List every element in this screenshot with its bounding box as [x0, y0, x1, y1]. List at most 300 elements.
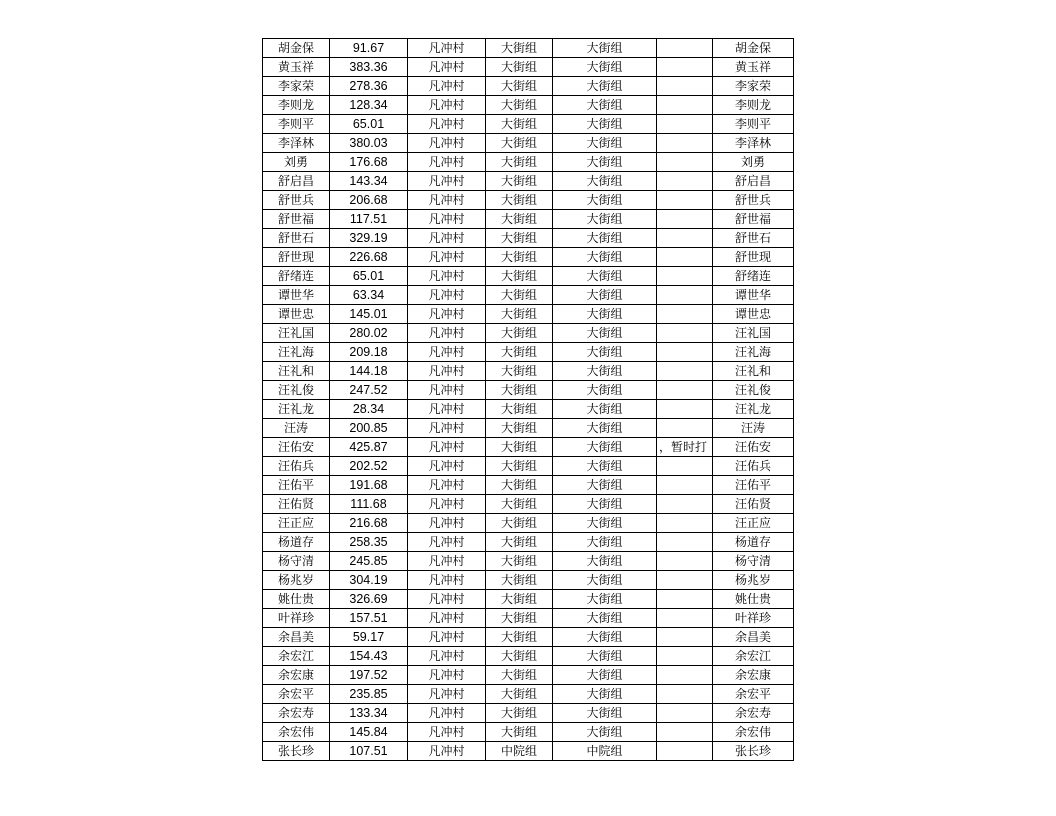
group-cell-2[interactable]: 大街组	[553, 685, 657, 704]
village-cell[interactable]: 凡冲村	[408, 96, 486, 115]
payee-cell[interactable]: 汪佑安	[713, 438, 794, 457]
group-cell-2[interactable]: 大街组	[553, 77, 657, 96]
data-table	[262, 38, 794, 761]
note-cell[interactable]	[657, 77, 713, 96]
area-cell[interactable]: 202.52	[330, 457, 408, 476]
village-cell[interactable]: 凡冲村	[408, 419, 486, 438]
name-cell[interactable]: 汪佑平	[263, 476, 330, 495]
village-cell[interactable]: 凡冲村	[408, 647, 486, 666]
group-cell[interactable]: 大街组	[486, 305, 553, 324]
payee-cell[interactable]: 余宏寿	[713, 704, 794, 723]
area-cell[interactable]: 145.01	[330, 305, 408, 324]
group-cell-2[interactable]: 大街组	[553, 286, 657, 305]
group-cell-2[interactable]: 大街组	[553, 647, 657, 666]
group-cell-2[interactable]: 大街组	[553, 39, 657, 58]
table-row	[263, 248, 794, 267]
group-cell-2[interactable]: 大街组	[553, 191, 657, 210]
group-cell-2[interactable]: 大街组	[553, 343, 657, 362]
group-cell[interactable]: 大街组	[486, 628, 553, 647]
note-cell[interactable]	[657, 267, 713, 286]
table-row	[263, 609, 794, 628]
group-cell[interactable]: 大街组	[486, 533, 553, 552]
village-cell[interactable]: 凡冲村	[408, 229, 486, 248]
group-cell[interactable]: 大街组	[486, 685, 553, 704]
payee-cell[interactable]: 舒世福	[713, 210, 794, 229]
group-cell-2[interactable]: 大街组	[553, 533, 657, 552]
name-cell[interactable]: 李泽林	[263, 134, 330, 153]
name-cell[interactable]: 杨兆岁	[263, 571, 330, 590]
group-cell[interactable]: 大街组	[486, 134, 553, 153]
group-cell[interactable]: 大街组	[486, 609, 553, 628]
note-cell[interactable]	[657, 533, 713, 552]
table-row	[263, 191, 794, 210]
group-cell-2[interactable]: 大街组	[553, 115, 657, 134]
table-row	[263, 647, 794, 666]
group-cell[interactable]: 大街组	[486, 153, 553, 172]
group-cell[interactable]: 大街组	[486, 115, 553, 134]
village-cell[interactable]: 凡冲村	[408, 362, 486, 381]
name-cell[interactable]: 汪礼国	[263, 324, 330, 343]
payee-cell[interactable]: 胡金保	[713, 39, 794, 58]
group-cell[interactable]: 大街组	[486, 267, 553, 286]
note-cell[interactable]	[657, 248, 713, 267]
village-cell[interactable]: 凡冲村	[408, 666, 486, 685]
name-cell[interactable]: 余昌美	[263, 628, 330, 647]
payee-cell[interactable]: 汪礼海	[713, 343, 794, 362]
payee-cell[interactable]: 汪礼和	[713, 362, 794, 381]
group-cell[interactable]: 大街组	[486, 286, 553, 305]
group-cell[interactable]: 大街组	[486, 362, 553, 381]
group-cell-2[interactable]: 大街组	[553, 552, 657, 571]
note-cell[interactable]	[657, 96, 713, 115]
name-cell[interactable]: 李家荣	[263, 77, 330, 96]
note-cell[interactable]	[657, 305, 713, 324]
note-cell[interactable]	[657, 58, 713, 77]
name-cell[interactable]: 谭世忠	[263, 305, 330, 324]
payee-cell[interactable]: 余宏伟	[713, 723, 794, 742]
note-cell[interactable]	[657, 571, 713, 590]
village-cell[interactable]: 凡冲村	[408, 571, 486, 590]
table-row	[263, 39, 794, 58]
village-cell[interactable]: 凡冲村	[408, 286, 486, 305]
table-row	[263, 571, 794, 590]
area-cell[interactable]: 383.36	[330, 58, 408, 77]
group-cell-2[interactable]: 大街组	[553, 381, 657, 400]
village-cell[interactable]: 凡冲村	[408, 476, 486, 495]
area-cell[interactable]: 154.43	[330, 647, 408, 666]
group-cell[interactable]: 大街组	[486, 495, 553, 514]
table-row	[263, 419, 794, 438]
payee-cell[interactable]: 李泽林	[713, 134, 794, 153]
group-cell[interactable]: 大街组	[486, 324, 553, 343]
group-cell-2[interactable]: 大街组	[553, 134, 657, 153]
village-cell[interactable]: 凡冲村	[408, 704, 486, 723]
note-cell[interactable]	[657, 514, 713, 533]
name-cell[interactable]: 胡金保	[263, 39, 330, 58]
village-cell[interactable]: 凡冲村	[408, 58, 486, 77]
area-cell[interactable]: 235.85	[330, 685, 408, 704]
note-cell[interactable]	[657, 704, 713, 723]
village-cell[interactable]: 凡冲村	[408, 305, 486, 324]
payee-cell[interactable]: 刘勇	[713, 153, 794, 172]
area-cell[interactable]: 117.51	[330, 210, 408, 229]
group-cell[interactable]: 中院组	[486, 742, 553, 761]
table-row	[263, 362, 794, 381]
table-row	[263, 704, 794, 723]
area-cell[interactable]: 145.84	[330, 723, 408, 742]
group-cell[interactable]: 大街组	[486, 96, 553, 115]
group-cell[interactable]: 大街组	[486, 343, 553, 362]
group-cell[interactable]: 大街组	[486, 39, 553, 58]
area-cell[interactable]: 280.02	[330, 324, 408, 343]
name-cell[interactable]: 汪正应	[263, 514, 330, 533]
table-row	[263, 381, 794, 400]
note-cell[interactable]	[657, 609, 713, 628]
table-row	[263, 134, 794, 153]
area-cell[interactable]: 59.17	[330, 628, 408, 647]
table-row	[263, 685, 794, 704]
area-cell[interactable]: 206.68	[330, 191, 408, 210]
table-row	[263, 210, 794, 229]
spreadsheet-page	[262, 38, 794, 761]
table-body	[263, 39, 794, 761]
name-cell[interactable]: 汪礼海	[263, 343, 330, 362]
payee-cell[interactable]: 谭世忠	[713, 305, 794, 324]
payee-cell[interactable]: 汪佑贤	[713, 495, 794, 514]
area-cell[interactable]: 425.87	[330, 438, 408, 457]
name-cell[interactable]: 余宏江	[263, 647, 330, 666]
village-cell[interactable]: 凡冲村	[408, 495, 486, 514]
name-cell[interactable]: 汪佑安	[263, 438, 330, 457]
note-cell[interactable]	[657, 723, 713, 742]
table-row	[263, 58, 794, 77]
village-cell[interactable]: 凡冲村	[408, 457, 486, 476]
group-cell-2[interactable]: 大街组	[553, 495, 657, 514]
name-cell[interactable]: 余宏寿	[263, 704, 330, 723]
note-cell[interactable]	[657, 115, 713, 134]
note-cell[interactable]	[657, 457, 713, 476]
group-cell-2[interactable]: 大街组	[553, 210, 657, 229]
table-row	[263, 552, 794, 571]
note-cell[interactable]	[657, 666, 713, 685]
group-cell-2[interactable]: 大街组	[553, 609, 657, 628]
payee-cell[interactable]: 舒世兵	[713, 191, 794, 210]
village-cell[interactable]: 凡冲村	[408, 723, 486, 742]
group-cell-2[interactable]: 大街组	[553, 438, 657, 457]
area-cell[interactable]: 107.51	[330, 742, 408, 761]
note-cell[interactable]	[657, 476, 713, 495]
village-cell[interactable]: 凡冲村	[408, 210, 486, 229]
table-row	[263, 457, 794, 476]
table-row	[263, 666, 794, 685]
group-cell[interactable]: 大街组	[486, 571, 553, 590]
table-row	[263, 153, 794, 172]
note-cell[interactable]	[657, 39, 713, 58]
group-cell[interactable]: 大街组	[486, 58, 553, 77]
payee-cell[interactable]: 张长珍	[713, 742, 794, 761]
payee-cell[interactable]: 姚仕贵	[713, 590, 794, 609]
group-cell-2[interactable]: 大街组	[553, 248, 657, 267]
name-cell[interactable]: 舒世福	[263, 210, 330, 229]
group-cell-2[interactable]: 大街组	[553, 476, 657, 495]
name-cell[interactable]: 舒世兵	[263, 191, 330, 210]
area-cell[interactable]: 65.01	[330, 115, 408, 134]
name-cell[interactable]: 杨守清	[263, 552, 330, 571]
name-cell[interactable]: 汪涛	[263, 419, 330, 438]
area-cell[interactable]: 111.68	[330, 495, 408, 514]
note-cell[interactable]	[657, 134, 713, 153]
area-cell[interactable]: 329.19	[330, 229, 408, 248]
payee-cell[interactable]: 汪礼俊	[713, 381, 794, 400]
village-cell[interactable]: 凡冲村	[408, 590, 486, 609]
area-cell[interactable]: 63.34	[330, 286, 408, 305]
area-cell[interactable]: 278.36	[330, 77, 408, 96]
table-row	[263, 742, 794, 761]
payee-cell[interactable]: 汪正应	[713, 514, 794, 533]
group-cell[interactable]: 大街组	[486, 666, 553, 685]
area-cell[interactable]: 143.34	[330, 172, 408, 191]
table-row	[263, 514, 794, 533]
name-cell[interactable]: 余宏伟	[263, 723, 330, 742]
name-cell[interactable]: 余宏平	[263, 685, 330, 704]
note-cell[interactable]	[657, 362, 713, 381]
note-cell[interactable]	[657, 324, 713, 343]
group-cell-2[interactable]: 大街组	[553, 362, 657, 381]
group-cell[interactable]: 大街组	[486, 210, 553, 229]
village-cell[interactable]: 凡冲村	[408, 685, 486, 704]
payee-cell[interactable]: 黄玉祥	[713, 58, 794, 77]
name-cell[interactable]: 舒世石	[263, 229, 330, 248]
village-cell[interactable]: 凡冲村	[408, 134, 486, 153]
payee-cell[interactable]: 舒绪连	[713, 267, 794, 286]
area-cell[interactable]: 191.68	[330, 476, 408, 495]
note-cell[interactable]	[657, 210, 713, 229]
payee-cell[interactable]: 汪佑兵	[713, 457, 794, 476]
group-cell[interactable]: 大街组	[486, 590, 553, 609]
group-cell[interactable]: 大街组	[486, 704, 553, 723]
group-cell-2[interactable]: 大街组	[553, 666, 657, 685]
name-cell[interactable]: 姚仕贵	[263, 590, 330, 609]
name-cell[interactable]: 刘勇	[263, 153, 330, 172]
group-cell-2[interactable]: 大街组	[553, 324, 657, 343]
name-cell[interactable]: 汪佑贤	[263, 495, 330, 514]
table-row	[263, 115, 794, 134]
table-row	[263, 267, 794, 286]
village-cell[interactable]: 凡冲村	[408, 172, 486, 191]
group-cell[interactable]: 大街组	[486, 552, 553, 571]
payee-cell[interactable]: 余昌美	[713, 628, 794, 647]
name-cell[interactable]: 余宏康	[263, 666, 330, 685]
group-cell[interactable]: 大街组	[486, 172, 553, 191]
name-cell[interactable]: 汪礼和	[263, 362, 330, 381]
group-cell-2[interactable]: 大街组	[553, 590, 657, 609]
village-cell[interactable]: 凡冲村	[408, 39, 486, 58]
table-row	[263, 723, 794, 742]
table-row	[263, 324, 794, 343]
name-cell[interactable]: 汪佑兵	[263, 457, 330, 476]
area-cell[interactable]: 157.51	[330, 609, 408, 628]
payee-cell[interactable]: 余宏江	[713, 647, 794, 666]
area-cell[interactable]: 197.52	[330, 666, 408, 685]
area-cell[interactable]: 91.67	[330, 39, 408, 58]
note-cell[interactable]	[657, 552, 713, 571]
payee-cell[interactable]: 余宏平	[713, 685, 794, 704]
note-cell[interactable]	[657, 590, 713, 609]
group-cell-2[interactable]: 大街组	[553, 704, 657, 723]
name-cell[interactable]: 汪礼龙	[263, 400, 330, 419]
payee-cell[interactable]: 杨道存	[713, 533, 794, 552]
group-cell[interactable]: 大街组	[486, 647, 553, 666]
note-cell[interactable]	[657, 685, 713, 704]
note-cell[interactable]	[657, 400, 713, 419]
group-cell-2[interactable]: 大街组	[553, 457, 657, 476]
note-cell[interactable]	[657, 172, 713, 191]
group-cell-2[interactable]: 大街组	[553, 96, 657, 115]
village-cell[interactable]: 凡冲村	[408, 438, 486, 457]
payee-cell[interactable]: 汪礼国	[713, 324, 794, 343]
village-cell[interactable]: 凡冲村	[408, 343, 486, 362]
payee-cell[interactable]: 汪涛	[713, 419, 794, 438]
group-cell[interactable]: 大街组	[486, 476, 553, 495]
village-cell[interactable]: 凡冲村	[408, 267, 486, 286]
name-cell[interactable]: 黄玉祥	[263, 58, 330, 77]
name-cell[interactable]: 叶祥珍	[263, 609, 330, 628]
group-cell[interactable]: 大街组	[486, 229, 553, 248]
name-cell[interactable]: 舒世现	[263, 248, 330, 267]
group-cell[interactable]: 大街组	[486, 400, 553, 419]
payee-cell[interactable]: 杨守清	[713, 552, 794, 571]
village-cell[interactable]: 凡冲村	[408, 628, 486, 647]
note-cell[interactable]	[657, 286, 713, 305]
note-cell[interactable]	[657, 191, 713, 210]
payee-cell[interactable]: 谭世华	[713, 286, 794, 305]
group-cell-2[interactable]: 大街组	[553, 628, 657, 647]
area-cell[interactable]: 326.69	[330, 590, 408, 609]
table-row	[263, 229, 794, 248]
payee-cell[interactable]: 李家荣	[713, 77, 794, 96]
area-cell[interactable]: 380.03	[330, 134, 408, 153]
village-cell[interactable]: 凡冲村	[408, 115, 486, 134]
village-cell[interactable]: 凡冲村	[408, 400, 486, 419]
note-cell[interactable]	[657, 742, 713, 761]
area-cell[interactable]: 128.34	[330, 96, 408, 115]
group-cell-2[interactable]: 大街组	[553, 172, 657, 191]
table-row	[263, 400, 794, 419]
group-cell-2[interactable]: 大街组	[553, 229, 657, 248]
name-cell[interactable]: 谭世华	[263, 286, 330, 305]
payee-cell[interactable]: 叶祥珍	[713, 609, 794, 628]
area-cell[interactable]: 65.01	[330, 267, 408, 286]
village-cell[interactable]: 凡冲村	[408, 153, 486, 172]
village-cell[interactable]: 凡冲村	[408, 742, 486, 761]
group-cell-2[interactable]: 大街组	[553, 400, 657, 419]
group-cell[interactable]: 大街组	[486, 248, 553, 267]
area-cell[interactable]: 226.68	[330, 248, 408, 267]
group-cell-2[interactable]: 大街组	[553, 267, 657, 286]
area-cell[interactable]: 245.85	[330, 552, 408, 571]
name-cell[interactable]: 李则平	[263, 115, 330, 134]
payee-cell[interactable]: 李则平	[713, 115, 794, 134]
group-cell[interactable]: 大街组	[486, 381, 553, 400]
payee-cell[interactable]: 舒世石	[713, 229, 794, 248]
note-cell[interactable]	[657, 647, 713, 666]
group-cell-2[interactable]: 中院组	[553, 742, 657, 761]
village-cell[interactable]: 凡冲村	[408, 381, 486, 400]
area-cell[interactable]: 176.68	[330, 153, 408, 172]
name-cell[interactable]: 舒启昌	[263, 172, 330, 191]
payee-cell[interactable]: 舒世现	[713, 248, 794, 267]
table-row	[263, 476, 794, 495]
note-cell[interactable]	[657, 419, 713, 438]
payee-cell[interactable]: 杨兆岁	[713, 571, 794, 590]
group-cell-2[interactable]: 大街组	[553, 571, 657, 590]
table-row	[263, 343, 794, 362]
group-cell[interactable]: 大街组	[486, 514, 553, 533]
group-cell-2[interactable]: 大街组	[553, 305, 657, 324]
note-cell[interactable]	[657, 495, 713, 514]
village-cell[interactable]: 凡冲村	[408, 609, 486, 628]
area-cell[interactable]: 247.52	[330, 381, 408, 400]
village-cell[interactable]: 凡冲村	[408, 248, 486, 267]
village-cell[interactable]: 凡冲村	[408, 324, 486, 343]
name-cell[interactable]: 李则龙	[263, 96, 330, 115]
group-cell-2[interactable]: 大街组	[553, 58, 657, 77]
group-cell[interactable]: 大街组	[486, 457, 553, 476]
table-row	[263, 286, 794, 305]
area-cell[interactable]: 258.35	[330, 533, 408, 552]
area-cell[interactable]: 209.18	[330, 343, 408, 362]
village-cell[interactable]: 凡冲村	[408, 552, 486, 571]
group-cell[interactable]: 大街组	[486, 723, 553, 742]
payee-cell[interactable]: 舒启昌	[713, 172, 794, 191]
name-cell[interactable]: 张长珍	[263, 742, 330, 761]
group-cell[interactable]: 大街组	[486, 77, 553, 96]
note-cell[interactable]	[657, 628, 713, 647]
payee-cell[interactable]: 汪佑平	[713, 476, 794, 495]
payee-cell[interactable]: 余宏康	[713, 666, 794, 685]
group-cell[interactable]: 大街组	[486, 191, 553, 210]
group-cell-2[interactable]: 大街组	[553, 514, 657, 533]
table-row	[263, 172, 794, 191]
name-cell[interactable]: 舒绪连	[263, 267, 330, 286]
group-cell-2[interactable]: 大街组	[553, 419, 657, 438]
note-cell[interactable]	[657, 343, 713, 362]
name-cell[interactable]: 汪礼俊	[263, 381, 330, 400]
area-cell[interactable]: 133.34	[330, 704, 408, 723]
group-cell-2[interactable]: 大街组	[553, 153, 657, 172]
payee-cell[interactable]: 汪礼龙	[713, 400, 794, 419]
area-cell[interactable]: 304.19	[330, 571, 408, 590]
village-cell[interactable]: 凡冲村	[408, 191, 486, 210]
note-cell[interactable]	[657, 153, 713, 172]
area-cell[interactable]: 200.85	[330, 419, 408, 438]
note-cell[interactable]	[657, 381, 713, 400]
village-cell[interactable]: 凡冲村	[408, 514, 486, 533]
group-cell-2[interactable]: 大街组	[553, 723, 657, 742]
note-cell[interactable]	[657, 229, 713, 248]
group-cell[interactable]: 大街组	[486, 419, 553, 438]
table-row	[263, 628, 794, 647]
name-cell[interactable]: 杨道存	[263, 533, 330, 552]
group-cell[interactable]: 大街组	[486, 438, 553, 457]
village-cell[interactable]: 凡冲村	[408, 533, 486, 552]
note-cell[interactable]: ，暂时打	[657, 438, 713, 457]
area-cell[interactable]: 28.34	[330, 400, 408, 419]
payee-cell[interactable]: 李则龙	[713, 96, 794, 115]
village-cell[interactable]: 凡冲村	[408, 77, 486, 96]
area-cell[interactable]: 144.18	[330, 362, 408, 381]
area-cell[interactable]: 216.68	[330, 514, 408, 533]
